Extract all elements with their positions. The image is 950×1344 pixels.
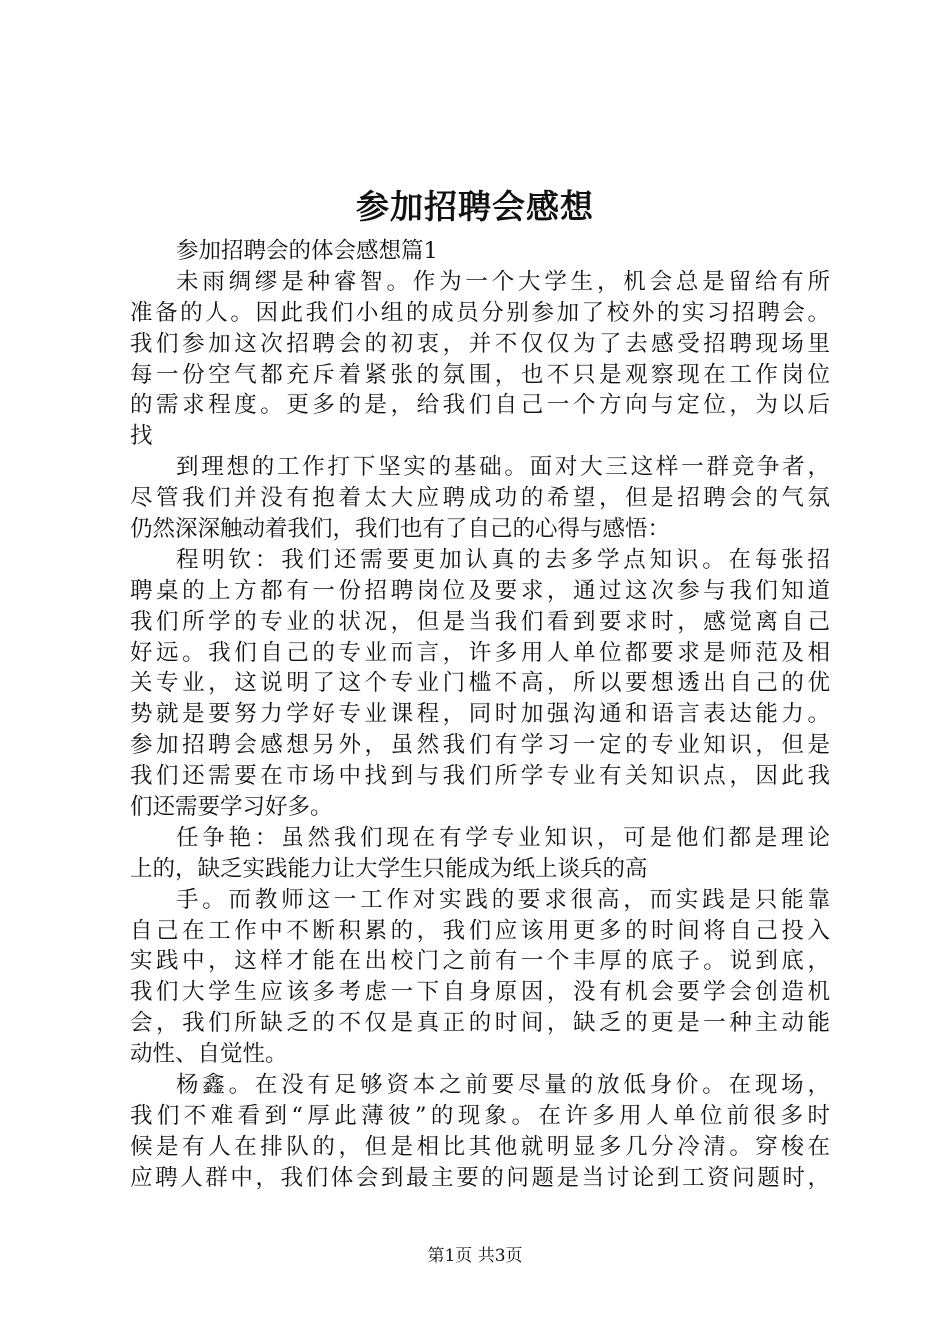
text-line: 未雨绸缪是种睿智。作为一个大学生，机会总是留给有所 [176,268,830,295]
text-line: 我们大学生应该多考虑一下自身原因，没有机会要学会创造机 [130,979,830,1006]
text-line: 尽管我们并没有抱着太大应聘成功的希望，但是招聘会的气氛 [130,485,830,512]
text-line: 参加招聘会的体会感想篇1 [176,238,438,264]
document-title: 参加招聘会感想 [356,187,594,226]
text-line: 我们还需要在市场中找到与我们所学专业有关知识点，因此我 [130,763,830,790]
text-line: 手。而教师这一工作对实践的要求很高，而实践是只能靠 [176,886,830,913]
text-line: 候是有人在排队的，但是相比其他就明显多几分冷清。穿梭在 [130,1133,830,1160]
text-line: 的需求程度。更多的是，给我们自己一个方向与定位，为以后 [130,392,830,419]
text-line: 准备的人。因此我们小组的成员分别参加了校外的实习招聘会。 [130,299,830,326]
text-line: 到理想的工作打下坚实的基础。面对大三这样一群竞争者， [176,454,830,481]
text-line: 我们所学的专业的状况，但是当我们看到要求时，感觉离自己 [130,608,830,635]
text-line: 任争艳：虽然我们现在有学专业知识，可是他们都是理论 [176,824,830,851]
text-line: 参加招聘会感想另外，虽然我们有学习一定的专业知识，但是 [130,732,830,759]
text-line: 实践中，这样才能在出校门之前有一个丰厚的底子。说到底， [130,948,830,975]
text-line: 仍然深深触动着我们，我们也有了自己的心得与感悟： [130,516,671,543]
text-line: 聘桌的上方都有一份招聘岗位及要求，通过这次参与我们知道 [130,577,830,604]
text-line: 上的，缺乏实践能力让大学生只能成为纸上谈兵的高 [130,855,648,882]
text-line: 杨鑫。在没有足够资本之前要尽量的放低身价。在现场， [176,1072,830,1099]
page-footer: 第1页 共3页 [427,1246,523,1266]
text-line: 应聘人群中，我们体会到最主要的问题是当讨论到工资问题时， [130,1164,830,1191]
text-line: 程明钦：我们还需要更加认真的去多学点知识。在每张招 [176,546,830,573]
text-line: 找 [130,423,153,450]
text-line: 会，我们所缺乏的不仅是真正的时间，缺乏的更是一种主动能 [130,1010,830,1037]
text-line: 我们不难看到“厚此薄彼”的现象。在许多用人单位前很多时 [130,1102,830,1129]
text-line: 我们参加这次招聘会的初衷，并不仅仅为了去感受招聘现场里 [130,330,830,357]
document-body [130,236,830,1194]
text-line: 动性、自觉性。 [130,1041,288,1068]
text-line: 关专业，这说明了这个专业门槛不高，所以要想透出自己的优 [130,670,830,697]
text-line: 势就是要努力学好专业课程，同时加强沟通和语言表达能力。 [130,701,830,728]
text-line: 每一份空气都充斥着紧张的氛围，也不只是观察现在工作岗位 [130,361,830,388]
text-line: 们还需要学习好多。 [130,794,333,821]
text-line: 自己在工作中不断积累的，我们应该用更多的时间将自己投入 [130,917,830,944]
text-line: 好远。我们自己的专业而言，许多用人单位都要求是师范及相 [130,639,830,666]
